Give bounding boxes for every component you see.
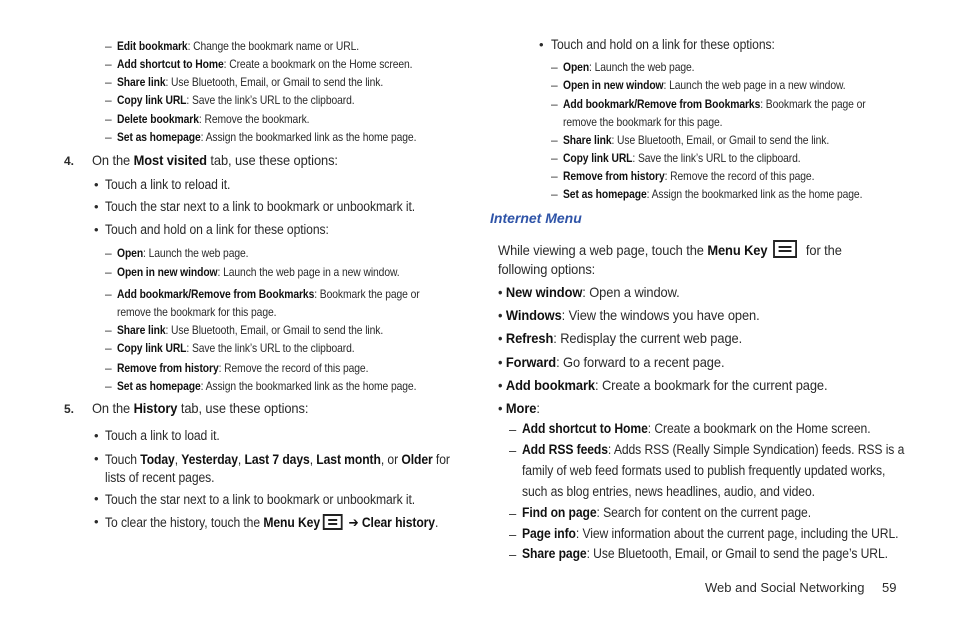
option-name: Share link [563,133,612,147]
text: On the [92,152,134,168]
dash-marker: – [105,265,112,279]
clear-history-text [105,514,438,531]
sub-option [117,130,416,144]
option-desc: : [536,400,540,416]
bullet: • [94,451,99,466]
sub-option [563,78,846,92]
continued-text: family of web feed formats used to publish frequently updated works, [522,463,886,478]
star-text: Touch the star next to a link to bookmark or unbookmark it. [105,492,416,507]
bullet-text: Touch the star next to a link to bookmark or unbookmark it. [105,199,416,214]
step-number: 5. [64,402,75,416]
dash-marker: – [509,422,517,437]
option-desc: : Remove the record of this page. [664,169,815,183]
option-desc: : Save the link’s URL to the clipboard. [186,93,355,107]
menu-option [498,400,540,416]
dash-marker: – [105,93,112,107]
option-name: Edit bookmark [117,39,188,53]
option-name: Add bookmark [505,377,595,393]
sub-option [563,60,694,74]
filter-last-7-days: Last 7 days [244,452,310,467]
option-name: Open in new window [117,265,218,279]
sub-option [117,323,383,337]
bullet: • [498,354,506,370]
menu-key-icon [773,240,797,258]
dash-marker: – [105,323,112,337]
dash-marker: – [105,112,112,126]
option-desc: : Redisplay the current web page. [553,330,743,346]
sub-option [117,246,248,260]
option-desc: : Change the bookmark name or URL. [187,39,360,53]
bullet: • [498,284,506,300]
text: On the [92,400,134,416]
sub-option [117,112,309,126]
more-option [522,505,811,520]
dash-marker: – [551,151,558,165]
menu-option [498,377,827,393]
dash-marker: – [105,57,112,71]
bullet: • [94,514,99,529]
option-name: Open in new window [563,78,664,92]
bullet: • [94,199,99,214]
dash-marker: – [105,361,112,375]
dash-marker: – [551,60,558,74]
option-desc: : Use Bluetooth, Email, or Gmail to send the link. [611,133,830,147]
option-name: Open [117,246,144,260]
more-option [522,442,904,457]
bullet: • [94,428,99,443]
dash-marker: – [105,75,112,89]
menu-key-label: Menu Key [263,515,320,530]
continued-text: remove the bookmark for this page. [563,115,723,129]
bullet: • [94,222,99,237]
menu-key-icon [323,514,343,530]
menu-key-label: Menu Key [707,242,768,258]
bullet: • [498,307,506,323]
dash-marker: – [509,443,517,458]
bullet: • [498,330,506,346]
text: , [237,452,245,467]
option-name: Delete bookmark [117,112,199,126]
text: . [434,515,439,530]
dash-marker: – [509,527,517,542]
text: , or [380,452,402,467]
option-desc: : View information about the current page, including the URL. [575,526,899,541]
more-option [522,546,888,561]
option-desc: : Create a bookmark on the Home screen. [223,57,413,71]
menu-option [498,330,742,346]
text: , [309,452,317,467]
option-name: Find on page [522,505,597,520]
option-name: Share page [522,546,587,561]
touch-filter-text [105,452,450,467]
option-name: Copy link URL [563,151,633,165]
option-name: Forward [505,354,557,370]
text: To clear the history, touch the [105,515,264,530]
sub-option [563,151,801,165]
option-desc: : Save the link’s URL to the clipboard. [632,151,801,165]
intro-text [498,240,842,258]
bullet-text: Touch a link to load it. [105,428,220,443]
sub-option [563,97,866,111]
option-name: Set as homepage [563,187,647,201]
dash-marker: – [509,506,517,521]
option-desc: : Launch the web page in a new window. [663,78,846,92]
continued-text: such as blog entries, news headlines, audio, and video. [522,484,815,499]
sub-option [563,169,814,183]
arrow: ➔ [345,515,362,530]
text: , [174,452,182,467]
dash-marker: – [551,133,558,147]
option-desc: : View the windows you have open. [561,307,760,323]
more-option [522,526,898,541]
bullet: • [498,400,506,416]
dash-marker: – [105,39,112,53]
option-desc: : Remove the record of this page. [218,361,369,375]
menu-option [498,354,724,370]
option-name: More [505,400,537,416]
sub-option [563,187,862,201]
option-name: Add shortcut to Home [522,421,648,436]
dash-marker: – [105,130,112,144]
option-desc: : Launch the web page in a new window. [217,265,400,279]
footer-section: Web and Social Networking [705,580,865,595]
option-desc: : Bookmark the page or [314,287,420,301]
option-name: Refresh [505,330,554,346]
sub-option [117,75,383,89]
option-desc: : Bookmark the page or [760,97,866,111]
dash-marker: – [551,187,558,201]
sub-option [117,287,420,301]
bullet: • [94,177,99,192]
dash-marker: – [105,341,112,355]
text: Touch [105,452,141,467]
clear-history-label: Clear history [361,515,435,530]
sub-option [117,57,412,71]
filter-last-month: Last month [316,452,381,467]
step-number: 4. [64,154,75,168]
option-desc: : Assign the bookmarked link as the home page. [200,379,417,393]
tab-name: Most visited [133,152,207,168]
dash-marker: – [105,246,112,260]
bullet-text: Touch and hold on a link for these options: [105,222,329,237]
bullet-text: Touch and hold on a link for these options: [551,37,775,52]
tab-name: History [133,400,178,416]
sub-option [117,341,355,355]
option-desc: : Go forward to a recent page. [556,354,725,370]
option-desc: : Assign the bookmarked link as the home page. [646,187,863,201]
filter-older: Older [401,452,433,467]
option-name: Share link [117,323,166,337]
option-name: Set as homepage [117,379,201,393]
text: tab, use these options: [177,400,309,416]
bullet: • [539,37,544,52]
step-text [92,400,308,416]
option-name: New window [505,284,583,300]
option-name: Add bookmark/Remove from Bookmarks [563,97,761,111]
more-option [522,421,871,436]
filter-today: Today [140,452,175,467]
page-number: 59 [882,580,897,595]
option-desc: : Create a bookmark on the Home screen. [647,421,871,436]
option-name: Page info [522,526,576,541]
option-desc: : Remove the bookmark. [198,112,310,126]
option-name: Remove from history [563,169,665,183]
bullet-text: Touch a link to reload it. [105,177,231,192]
dash-marker: – [551,169,558,183]
sub-option [117,39,359,53]
bullet: • [94,491,99,506]
option-name: Share link [117,75,166,89]
option-desc: : Search for content on the current page. [596,505,811,520]
option-desc: : Launch the web page. [589,60,695,74]
text: While viewing a web page, touch the [498,242,708,258]
option-name: Open [563,60,590,74]
option-desc: : Use Bluetooth, Email, or Gmail to send the link. [165,323,384,337]
option-desc: : Assign the bookmarked link as the home page. [200,130,417,144]
option-name: Copy link URL [117,341,187,355]
text: tab, use these options: [206,152,338,168]
intro-cont: following options: [498,261,596,277]
option-name: Add shortcut to Home [117,57,224,71]
option-desc: : Save the link’s URL to the clipboard. [186,341,355,355]
filter-yesterday: Yesterday [181,452,238,467]
menu-option [498,307,760,323]
dash-marker: – [509,547,517,562]
text: for the [802,242,842,258]
option-name: Add bookmark/Remove from Bookmarks [117,287,315,301]
sub-option [117,265,400,279]
dash-marker: – [551,97,558,111]
dash-marker: – [105,379,112,393]
bullet: • [498,377,506,393]
option-desc: : Open a window. [582,284,680,300]
dash-marker: – [105,287,112,301]
option-name: Remove from history [117,361,219,375]
option-desc: : Launch the web page. [143,246,249,260]
option-desc: : Use Bluetooth, Email, or Gmail to send the page’s URL. [586,546,888,561]
sub-option [117,379,416,393]
touch-filter-cont: lists of recent pages. [105,470,215,485]
section-heading: Internet Menu [490,210,582,226]
option-name: Windows [505,307,562,323]
step-text [92,152,338,168]
option-desc: : Use Bluetooth, Email, or Gmail to send the link. [165,75,384,89]
sub-option [563,133,829,147]
sub-option [117,93,355,107]
option-name: Set as homepage [117,130,201,144]
option-desc: : Adds RSS (Really Simple Syndication) feeds. RSS is a [607,442,905,457]
option-name: Add RSS feeds [522,442,608,457]
sub-option [117,361,368,375]
menu-option [498,284,680,300]
option-name: Copy link URL [117,93,187,107]
dash-marker: – [551,78,558,92]
continued-text: remove the bookmark for this page. [117,305,277,319]
text: for [432,452,450,467]
option-desc: : Create a bookmark for the current page. [594,377,828,393]
